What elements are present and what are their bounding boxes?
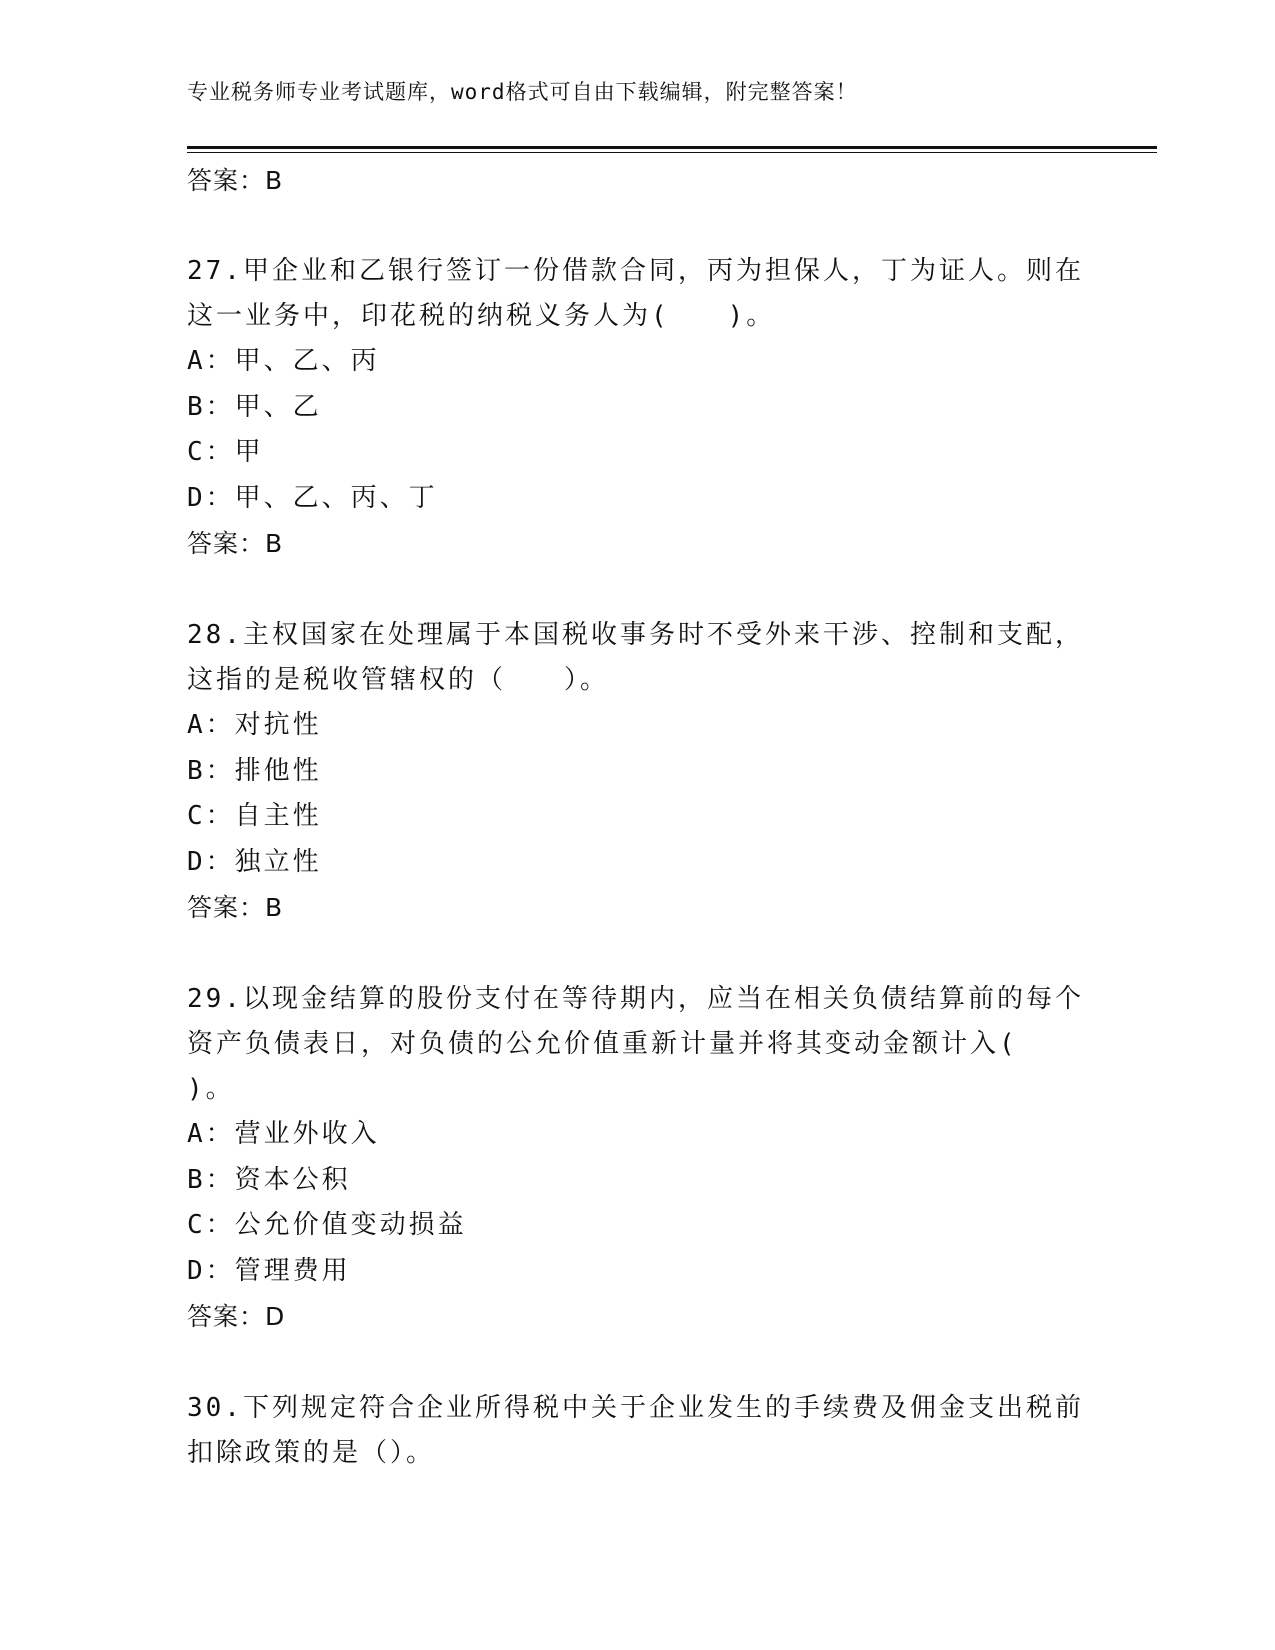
option-a: A：对抗性: [187, 710, 322, 740]
previous-answer: 答案：B: [187, 166, 284, 195]
question-list: [187, 158, 1087, 1476]
option-a: A：营业外收入: [187, 1119, 380, 1149]
page-header-text: 专业税务师专业考试题库，word格式可自由下载编辑，附完整答案！: [187, 80, 858, 104]
option-b: B：资本公积: [187, 1164, 351, 1195]
answer-line: 答案：B: [187, 893, 284, 922]
option-c: C：自主性: [187, 801, 322, 831]
option-b: B：排他性: [187, 755, 322, 786]
question-27: [187, 249, 1087, 567]
option-a: A：甲、乙、丙: [187, 346, 380, 376]
question-text-line: )。: [187, 1074, 235, 1104]
question-text-line: 27.甲企业和乙银行签订一份借款合同，丙为担保人，丁为证人。则在: [187, 256, 1084, 286]
question-text-line: 28.主权国家在处理属于本国税收事务时不受外来干涉、控制和支配，: [187, 620, 1084, 650]
option-b: B：甲、乙: [187, 391, 322, 422]
header-divider-thin: [187, 152, 1157, 153]
option-d: D：甲、乙、丙、丁: [187, 482, 438, 513]
question-text-line: 扣除政策的是（）。: [187, 1438, 436, 1468]
option-d: D：管理费用: [187, 1255, 351, 1286]
answer-line: 答案：B: [187, 529, 284, 558]
question-text-line: 这一业务中，印花税的纳税义务人为( )。: [187, 301, 776, 331]
question-text-line: 30.下列规定符合企业所得税中关于企业发生的手续费及佣金支出税前: [187, 1393, 1084, 1423]
question-28: [187, 613, 1087, 931]
spacer: [187, 931, 1087, 977]
spacer: [187, 1340, 1087, 1386]
answer-line: 答案：D: [187, 1302, 286, 1331]
spacer: [187, 567, 1087, 613]
question-text-line: 这指的是税收管辖权的（ ）。: [187, 665, 610, 695]
question-30: [187, 1386, 1087, 1476]
question-text-line: 资产负债表日，对负债的公允价值重新计量并将其变动金额计入(: [187, 1029, 1018, 1059]
spacer: [187, 204, 1087, 249]
option-d: D：独立性: [187, 846, 322, 877]
question-29: [187, 977, 1087, 1340]
option-c: C：公允价值变动损益: [187, 1210, 467, 1240]
option-c: C：甲: [187, 437, 264, 467]
header-divider-thick: [187, 146, 1157, 149]
question-text-line: 29.以现金结算的股份支付在等待期内，应当在相关负债结算前的每个: [187, 984, 1084, 1014]
